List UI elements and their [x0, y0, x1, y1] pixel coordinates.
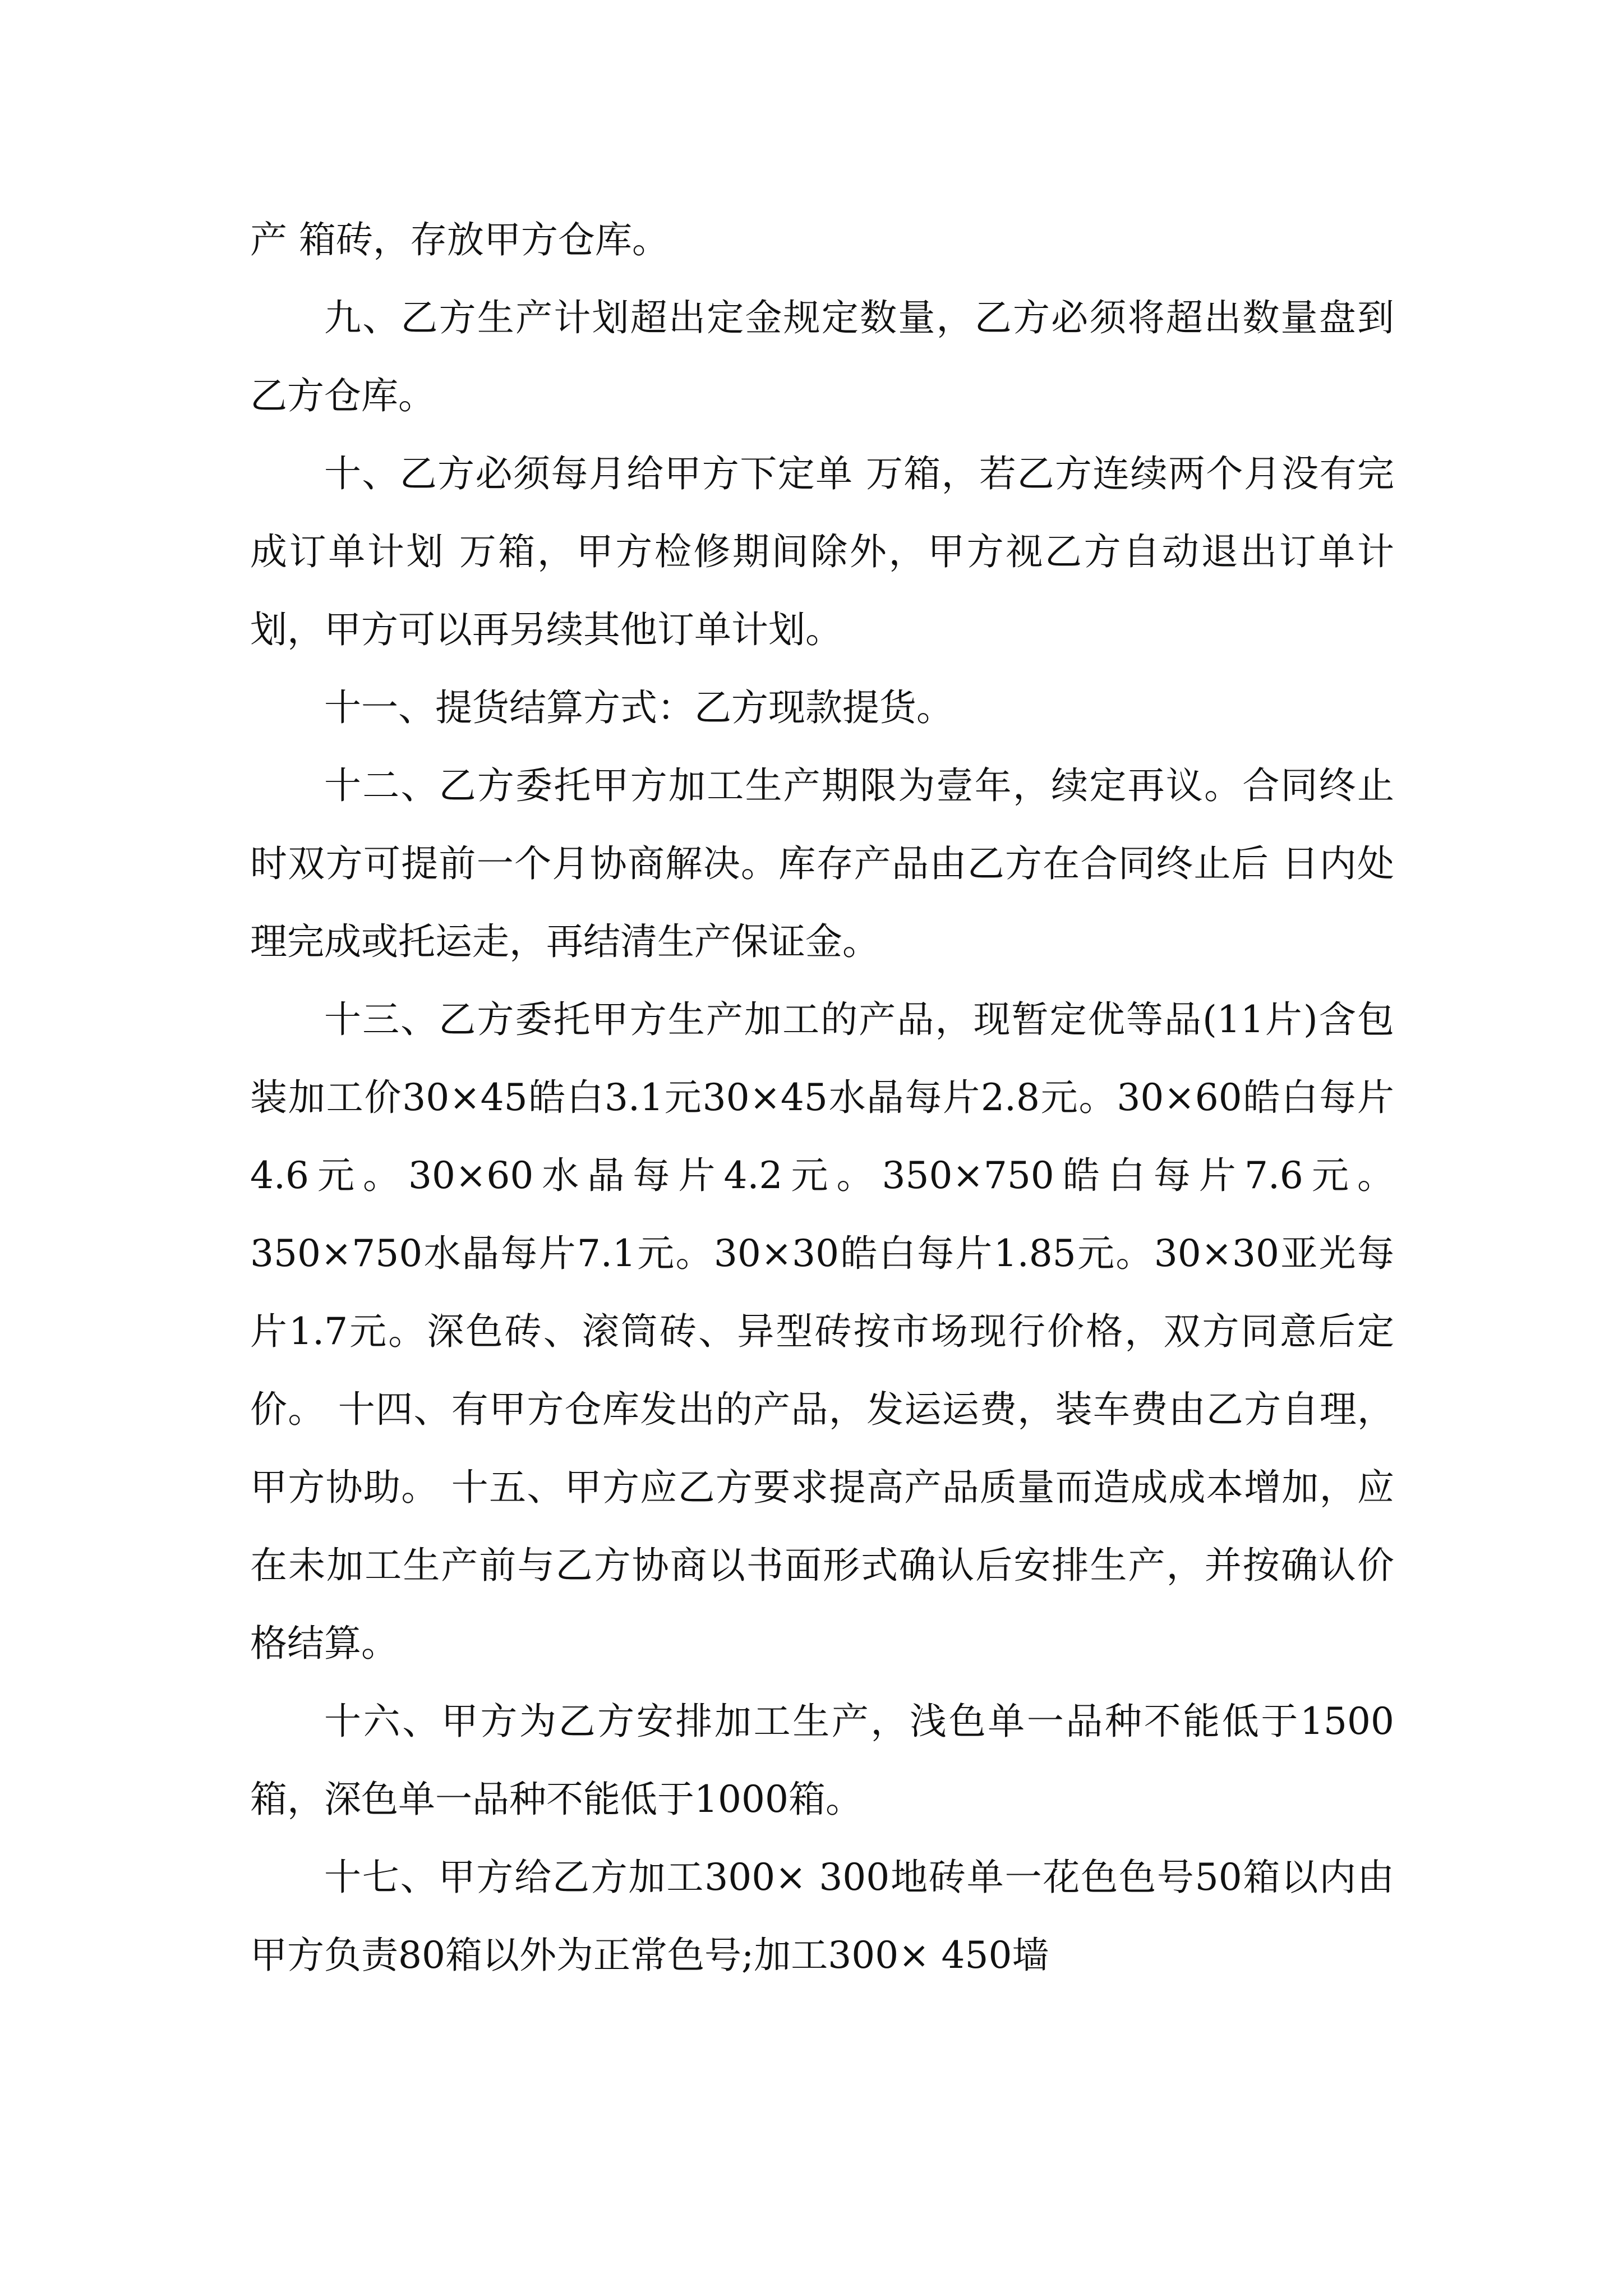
paragraph-clause-9: 九、乙方生产计划超出定金规定数量，乙方必须将超出数量盘到乙方仓库。	[250, 296, 1394, 417]
paragraph-clause-13: 十三、乙方委托甲方生产加工的产品，现暂定优等品(11片)含包装加工价30×45皓白3.1元30×45水晶每片2.8元。30×60皓白每片4.6元。30×60水晶每片4.2元。350×750皓白每片7.6元。350×750水晶每片7.1元。30×30皓白每片1.85元。30×30亚光每片1.7元。深色砖、滚筒砖、异型砖按市场现行价格，双方同意后定价。 十四、有甲方仓库发出的产品，发运运费，装车费由乙方自理，甲方协助。 十五、甲方应乙方要求提高产品质量而造成成本增加，应在未加工生产前与乙方协商以书面形式确认后安排生产，并按确认价格结算。	[250, 998, 1394, 1665]
paragraph-clause-16: 十六、甲方为乙方安排加工生产，浅色单一品种不能低于1500箱，深色单一品种不能低于1000箱。	[250, 1700, 1394, 1821]
paragraph-continuation: 产 箱砖，存放甲方仓库。	[250, 218, 669, 261]
contract-body	[250, 201, 1394, 1994]
paragraph-clause-12: 十二、乙方委托甲方加工生产期限为壹年，续定再议。合同终止时双方可提前一个月协商解决。库存产品由乙方在合同终止后 日内处理完成或托运走，再结清生产保证金。	[250, 764, 1394, 963]
paragraph-clause-11: 十一、提货结算方式：乙方现款提货。	[324, 686, 953, 729]
paragraph-clause-10: 十、乙方必须每月给甲方下定单 万箱，若乙方连续两个月没有完成订单计划 万箱，甲方检修期间除外，甲方视乙方自动退出订单计划，甲方可以再另续其他订单计划。	[250, 452, 1394, 651]
paragraph-clause-17: 十七、甲方给乙方加工300× 300地砖单一花色色号50箱以内由甲方负责80箱以外为正常色号;加工300× 450墙	[250, 1856, 1394, 1977]
